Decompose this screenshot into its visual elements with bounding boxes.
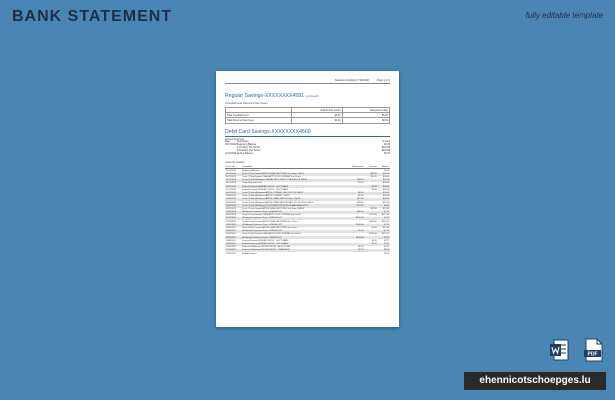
page-subtitle: fully editable template [525, 11, 603, 20]
pdf-icon[interactable] [584, 338, 604, 362]
row-date: 11/04/2022 [225, 233, 236, 236]
row-description: Point Of Sale Deposit APPLE CASH INFT STEF Visa Direct [242, 220, 298, 223]
summary-desc: 18 Debit(s) This Period [237, 149, 261, 152]
col-balance: Balance [377, 166, 390, 169]
row-description: External Deposit SENDER XXXXX - GCZT-WAFF [242, 185, 346, 188]
row-deposit: $5.00 [371, 227, 377, 230]
row-description: External Withdrawal FROM XXXXXX - TRANSFER [242, 249, 346, 252]
row-balance: $50.07 [377, 185, 390, 188]
row-deposit: $120.00 [369, 214, 377, 217]
summary-amount: $0.00 [384, 143, 390, 146]
row-deposit: $5.39 [364, 185, 377, 188]
fees-section-label: Overdraft and Returned Item Fees [225, 101, 268, 105]
summary-desc: Ending Balance [237, 152, 254, 155]
row-date: 10/18/2022 [225, 195, 236, 198]
activity-label: Account Activity [225, 159, 245, 164]
row-date: 10/17/2022 [225, 192, 242, 195]
row-description: Point Of Sale Deposit APPLE CASH INFT STEF Visa Direct CA/US [242, 173, 346, 176]
row-balance: $17.48 [383, 201, 390, 204]
col-period: Total for this period [291, 108, 342, 113]
row-withdrawal: $1.99 [358, 195, 364, 198]
row-withdrawal: $0.24 [358, 246, 364, 249]
pdf-icon-label: PDF [587, 351, 598, 358]
row-balance: $52.48 [383, 195, 390, 198]
row-deposit: $0.12 [364, 243, 377, 246]
row-withdrawal: $3.00 [358, 182, 364, 185]
summary-label: Account Summary [225, 138, 244, 141]
row-balance: $0.00 [384, 169, 390, 172]
row-deposit: $35.19 [370, 207, 377, 210]
row-description: Point Of Sale Deposit APPLE CASH INFT STEF Visa Direct [242, 227, 298, 230]
col-withdrawals: Withdrawals [346, 166, 364, 169]
row-date: 11/09/2022 [225, 243, 242, 246]
account-summary [225, 139, 390, 156]
row-balance: $7.67 [377, 224, 390, 227]
row-description: Withdrawal Quicksav Prime - 0000000 LKT [242, 217, 346, 220]
row-withdrawal: $7.67 [346, 249, 364, 252]
row-description: Point Of Sale Deposit CASH APP*COLBY JORDAN Visa Direct [242, 233, 301, 236]
row-balance: $127.67 [381, 233, 390, 236]
savings-account-name: Regular Savings-XXXXXXXX4581 [225, 93, 305, 99]
row-date: 11/01/2022 [225, 220, 236, 223]
page-title: BANK STATEMENT [12, 8, 173, 25]
row-date: 10/31/2022 [225, 217, 242, 220]
row-description: Point Of Sale Withdrawal APPLE.COM/BILL 866-712-7753 CA/US [242, 192, 346, 195]
fees-table [225, 107, 390, 124]
row-date: 11/04/2022 [225, 230, 242, 233]
row-deposit: $5.39 [371, 188, 377, 191]
fee-label: Total Overdraft Fees [226, 113, 292, 118]
summary-row [225, 153, 390, 156]
summary-desc: 2 Credit(s) This Period [237, 146, 260, 149]
row-balance: $55.46 [383, 188, 390, 191]
row-description: Point Of Sale Withdrawal APPLE CASH SENT MONEY CA/US [242, 198, 346, 201]
row-date: 10/17/2022 [225, 179, 242, 182]
statement-ending-date: Statement Ending 1*/18/2018 [334, 79, 369, 82]
row-withdrawal: $48.48 [346, 179, 364, 182]
row-description: Point Of Sale Withdrawal APPLE.COM/BILL CA/US [242, 195, 290, 198]
summary-amount: $624.88 [381, 146, 390, 149]
row-date: 11/08/2022 [225, 239, 236, 242]
row-description: External Deposit SENDER XXXXX - GCZT-WAFF [242, 243, 346, 246]
savings-account-title [225, 93, 390, 99]
row-balance: $44.68 [383, 182, 390, 185]
row-description: Point Of Sale Withdrawal PAYPAL INST XFER ITUNES APPLE CA/US [242, 179, 346, 182]
row-date: 10/20/2022 [225, 204, 242, 207]
fee-year: $0.00 [342, 118, 389, 123]
fee-period: $0.00 [291, 113, 342, 118]
summary-amount: $624.88 [381, 149, 390, 152]
statement-page-header [225, 79, 390, 84]
row-withdrawal: $120.00 [346, 217, 364, 220]
col-description: Description [242, 166, 346, 169]
statement-document [216, 71, 399, 327]
row-withdrawal: $25.00 [357, 201, 364, 204]
row-withdrawal: $5.00 [346, 230, 364, 233]
summary-date: 11/15/2022 [225, 152, 237, 155]
summary-amount: $0.00 [384, 152, 390, 155]
row-date: 11/07/2022 [225, 236, 242, 239]
row-date: 10/17/2022 [225, 182, 236, 185]
row-withdrawal: $10.00 [346, 198, 364, 201]
row-description: Paper Statement Fee [242, 182, 263, 185]
row-deposit: $16.16 [370, 176, 377, 179]
row-date: 10/18/2022 [225, 198, 242, 201]
row-description: Withdrawal Quicksav Prime - 0000000 LKT [242, 224, 346, 227]
summary-date: 10/17/2022 [225, 143, 237, 146]
activity-table [225, 166, 390, 256]
row-description: Beginning Balance [242, 169, 260, 172]
page-number: Page 1 of 3 [376, 79, 390, 82]
row-deposit: $80.00 [364, 173, 377, 176]
row-date: 10/28/2022 [225, 214, 236, 217]
row-deposit: $108.00 [369, 220, 377, 223]
row-balance: $0.00 [384, 252, 390, 255]
col-year: Total year-to-date [342, 108, 389, 113]
row-description: Point Of Sale Withdrawal DOORDASH*CHICK-FIL-A SAN FRANCISCO [242, 204, 346, 207]
row-description: Point Of Sale Deposit CASH APP*COLBY JORDAN Visa Direct [242, 176, 301, 179]
fee-year: $0.00 [342, 113, 389, 118]
row-withdrawal: $15.00 [346, 204, 364, 207]
savings-account-suffix: (continued) [305, 95, 319, 98]
table-row [225, 252, 390, 255]
row-balance: $47.68 [377, 179, 390, 182]
row-withdrawal: $108.00 [346, 224, 364, 227]
row-balance: $115.67 [382, 220, 390, 223]
website-badge[interactable]: ehennicotschoepges.lu [464, 372, 606, 390]
row-date: 11/02/2022 [225, 224, 242, 227]
row-withdrawal: $30.00 [346, 211, 364, 214]
row-withdrawal: $0.99 [346, 192, 364, 195]
row-balance: $37.67 [383, 207, 390, 210]
row-balance: $7.67 [377, 230, 390, 233]
col-deposits: Deposits [364, 166, 377, 169]
row-balance: $96.16 [383, 176, 390, 179]
row-deposit [364, 252, 377, 255]
row-description: Point Of Sale Withdrawal APPLE CASH SENT MONEY 877-233-8552 CA/US [242, 201, 314, 204]
row-date: 10/17/2022 [225, 169, 236, 172]
row-date: 10/17/2022 [225, 185, 242, 188]
row-description: Withdrawal Quicksav Prime - 0000000 LKT [242, 230, 346, 233]
row-balance: $80.00 [377, 173, 390, 176]
row-date: 11/14/2022 [225, 249, 242, 252]
row-date: 10/17/2022 [225, 173, 242, 176]
row-balance: $12.67 [383, 227, 390, 230]
row-balance: $7.79 [384, 239, 390, 242]
row-balance: $42.48 [377, 198, 390, 201]
row-description: External Deposit SENDER XXXXX - GCZT-WAFF [242, 188, 289, 191]
row-description: Point Of Sale Deposit APPLE CASH INFT STEF Visa Direct CA/US [242, 207, 305, 210]
row-date: 10/19/2022 [225, 201, 236, 204]
fees-row [226, 118, 390, 123]
row-balance: $127.67 [381, 214, 390, 217]
row-balance: $7.67 [384, 246, 390, 249]
row-description: Withdrawal Quicksav Prime - 0000000 LKT [242, 211, 346, 214]
row-withdrawal [346, 252, 364, 255]
row-date: 11/10/2022 [225, 246, 236, 249]
row-balance: $7.67 [377, 236, 390, 239]
row-balance: $7.67 [377, 211, 390, 214]
row-date: 11/03/2022 [225, 227, 236, 230]
row-balance: $2.48 [377, 204, 390, 207]
row-date: 10/28/2022 [225, 211, 242, 214]
row-description: Point Of Sale Deposit CASH APP*COLBY JORDAN Visa Direct [242, 214, 301, 217]
fee-period: $0.00 [291, 118, 342, 123]
row-date: 11/15/2022 [225, 252, 236, 255]
summary-header: Date Description Amount [225, 140, 390, 143]
row-description: Withdrawal Quicksav Prime - 0000000 LKT [242, 236, 346, 239]
row-date: 10/17/2022 [225, 176, 236, 179]
row-description: External Withdrawal FROM XXXXXX - ACH TO PAY [242, 246, 291, 249]
row-balance: $7.91 [377, 243, 390, 246]
row-balance: $0.00 [377, 249, 390, 252]
row-date: 10/27/2022 [225, 207, 236, 210]
summary-desc: Beginning Balance [237, 143, 257, 146]
row-balance: $7.67 [377, 217, 390, 220]
row-withdrawal: $120.00 [346, 236, 364, 239]
checking-account-title: Debit Card Savings-XXXXXXXX4560 [225, 129, 390, 137]
row-balance: $54.47 [377, 192, 390, 195]
row-date: 10/17/2022 [225, 188, 236, 191]
row-description: External Deposit SENDER XXXXX - GCZT-WAFF [242, 239, 289, 242]
fee-label: Total Returned Item Fees [226, 118, 292, 123]
row-deposit: $120.00 [369, 233, 377, 236]
word-icon[interactable] [549, 339, 569, 361]
row-description: Ending Balance [242, 252, 257, 255]
col-post-date: Post Date [225, 166, 242, 169]
row-deposit: $0.12 [371, 239, 377, 242]
